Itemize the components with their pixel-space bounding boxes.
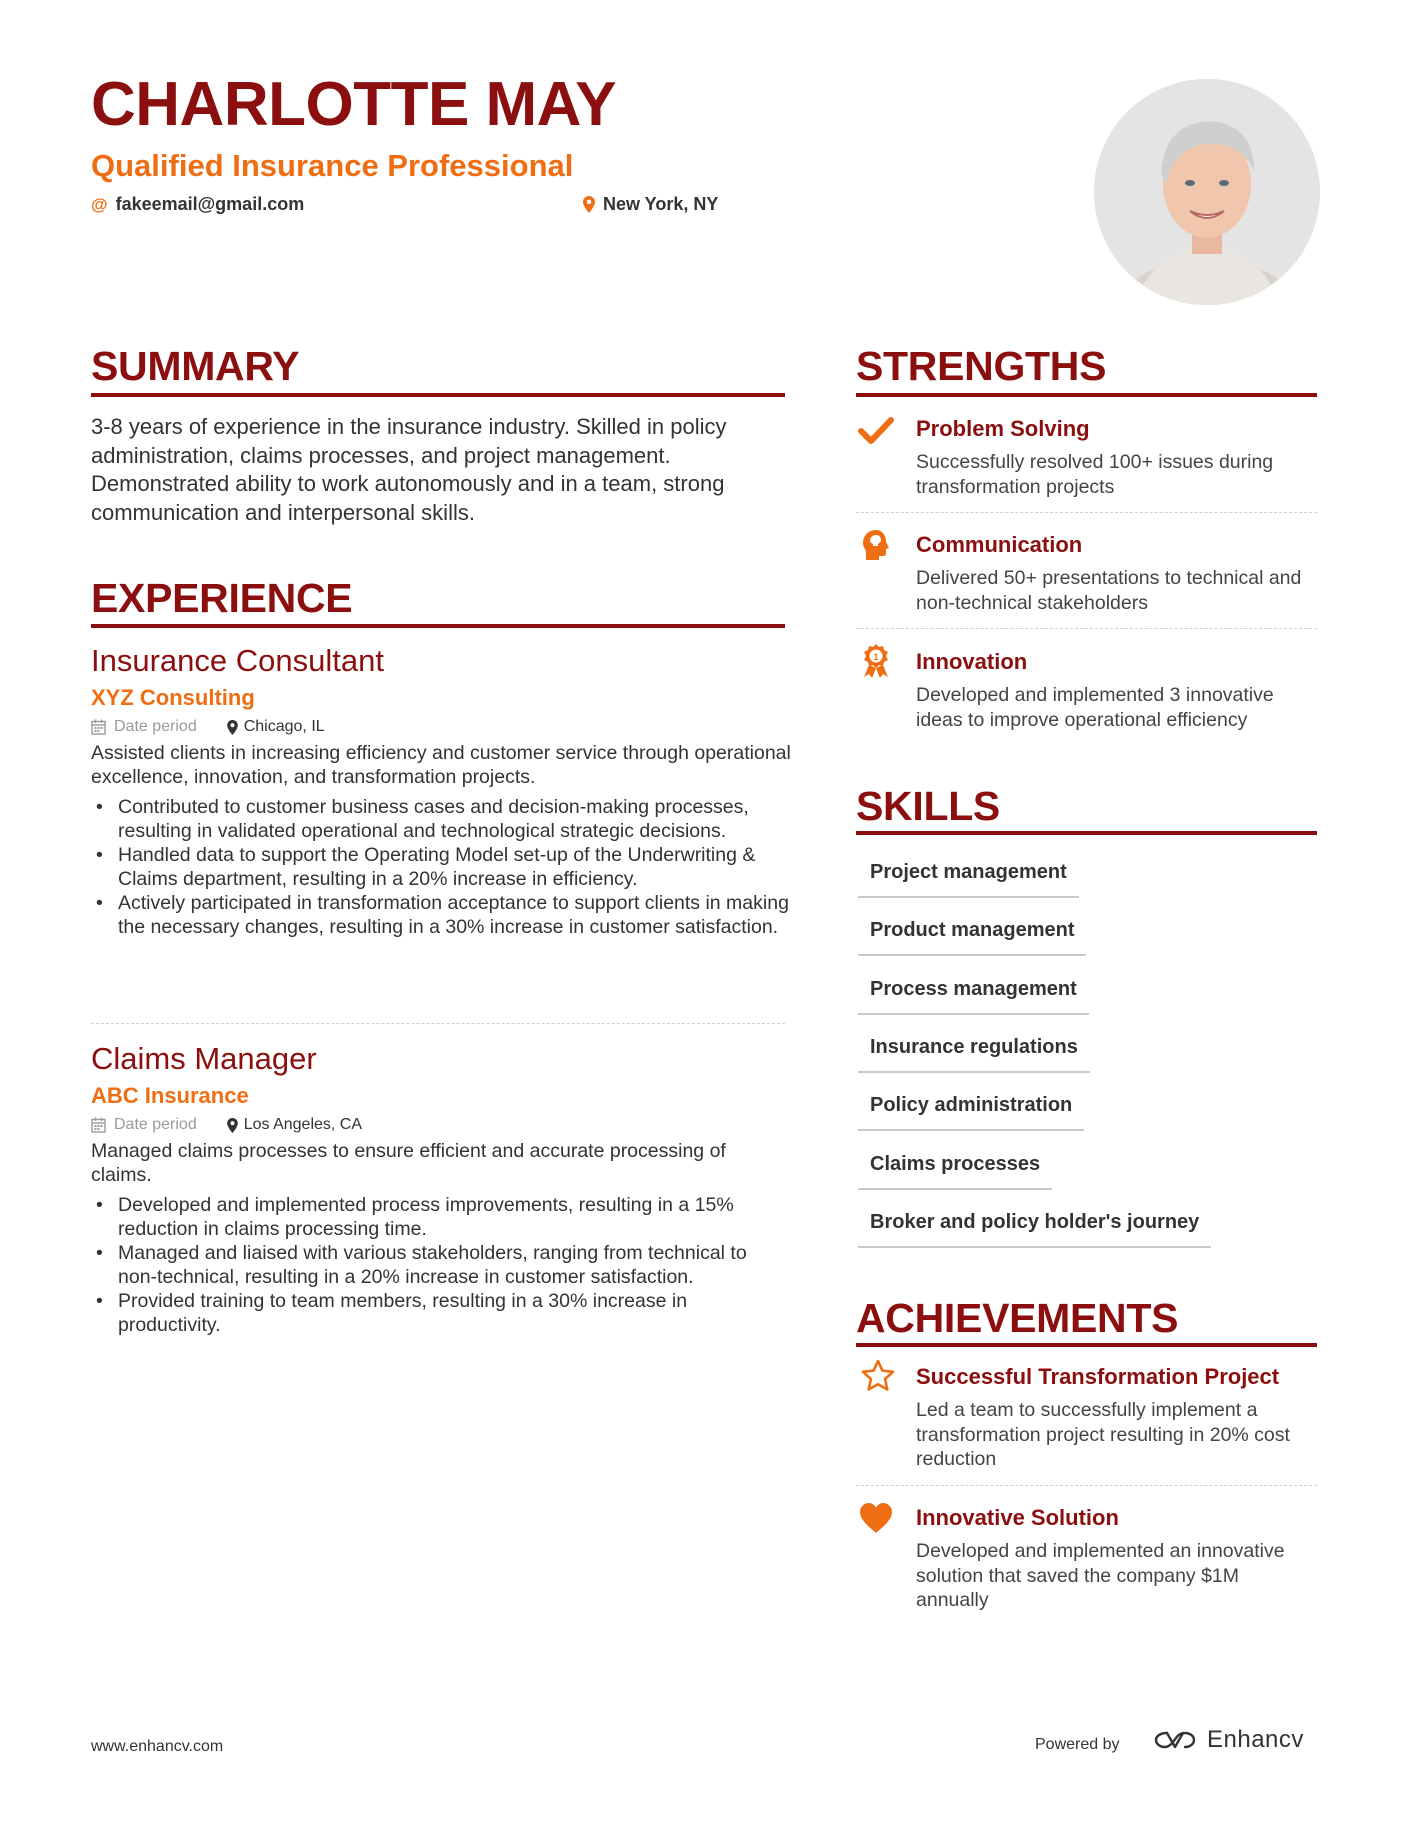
calendar-icon xyxy=(91,1117,106,1133)
job-meta xyxy=(91,1116,362,1134)
job-date: Date period xyxy=(114,718,197,735)
enhancv-logo[interactable] xyxy=(1153,1726,1304,1754)
bullet-item: • Provided training to team members, resulting in a 30% increase in productivity. xyxy=(91,1289,791,1337)
bullet-item: • Developed and implemented process improvements, resulting in a 15% reduction in claims processing time. xyxy=(91,1193,791,1241)
skills-rule xyxy=(856,831,1317,835)
bullet-item: • Actively participated in transformation acceptance to support clients in making the necessary changes, resulting in a 30% increase in customer satisfaction. xyxy=(91,891,791,939)
enhancv-logo-text: Enhancv xyxy=(1207,1726,1304,1753)
achievement-separator xyxy=(856,1485,1317,1486)
achievement-text: Led a team to successfully implement a transformation project resulting in 20% cost reduction xyxy=(916,1399,1290,1470)
contact-email xyxy=(91,194,304,215)
job-description: Managed claims processes to ensure efficient and accurate processing of claims. xyxy=(91,1140,726,1186)
experience-heading: EXPERIENCE xyxy=(91,575,353,621)
job-meta xyxy=(91,718,325,736)
svg-text:1: 1 xyxy=(873,652,879,662)
star-icon xyxy=(860,1358,896,1394)
skill-tag: Product management xyxy=(858,920,1086,956)
heart-icon xyxy=(858,1500,894,1536)
profile-photo xyxy=(1094,79,1320,305)
achievements-heading: ACHIEVEMENTS xyxy=(856,1295,1179,1341)
head-icon xyxy=(858,527,894,563)
strength-text: Developed and implemented 3 innovative ideas to improve operational efficiency xyxy=(916,684,1274,731)
map-pin-icon xyxy=(227,720,238,735)
job-description: Assisted clients in increasing efficiency and customer service through operational excellence, innovation, and transformation projects. xyxy=(91,742,791,788)
candidate-name: CHARLOTTE MAY xyxy=(91,70,617,139)
strength-separator xyxy=(856,512,1317,513)
strengths-heading: STRENGTHS xyxy=(856,343,1107,389)
bullet-item: • Handled data to support the Operating Model set-up of the Underwriting & Claims department, resulting in a 20% increase in efficiency. xyxy=(91,843,791,891)
footer-website[interactable]: www.enhancv.com xyxy=(91,1738,224,1755)
checkmark-icon xyxy=(858,412,894,448)
candidate-role: Qualified Insurance Professional xyxy=(91,148,574,183)
job-title: Claims Manager xyxy=(91,1041,317,1076)
job-bullets xyxy=(91,795,791,939)
experience-rule xyxy=(91,624,785,628)
job-bullets xyxy=(91,1193,791,1337)
bullet-item: • Managed and liaised with various stakeholders, ranging from technical to non-technical, resulting in a 20% increase in customer satisfaction. xyxy=(91,1241,791,1289)
achievements-rule xyxy=(856,1343,1317,1347)
strength-title: Innovation xyxy=(916,649,1028,674)
strengths-rule xyxy=(856,393,1317,397)
strength-text: Delivered 50+ presentations to technical and non-technical stakeholders xyxy=(916,567,1302,614)
achievement-text: Developed and implemented an innovative solution that saved the company $1M annually xyxy=(916,1540,1285,1611)
calendar-icon xyxy=(91,719,106,735)
job-date: Date period xyxy=(114,1116,197,1133)
strength-title: Problem Solving xyxy=(916,416,1090,441)
skill-tag: Claims processes xyxy=(858,1154,1052,1190)
achievement-title: Innovative Solution xyxy=(916,1505,1119,1530)
email-text: fakeemail@gmail.com xyxy=(115,194,305,214)
job-location: Chicago, IL xyxy=(243,718,325,735)
achievement-title: Successful Transformation Project xyxy=(916,1364,1280,1389)
map-pin-icon xyxy=(227,1118,238,1133)
enhancv-logo-icon xyxy=(1153,1729,1197,1751)
strength-separator xyxy=(856,628,1317,629)
job-title: Insurance Consultant xyxy=(91,643,384,678)
footer-powered-by: Powered by xyxy=(1035,1736,1120,1753)
portrait-illustration xyxy=(1094,79,1320,305)
job-location: Los Angeles, CA xyxy=(243,1116,363,1133)
job-company: ABC Insurance xyxy=(91,1083,249,1108)
location-text: New York, NY xyxy=(603,194,719,214)
skill-tag: Insurance regulations xyxy=(858,1037,1090,1073)
map-pin-icon xyxy=(583,196,595,213)
skill-tag: Policy administration xyxy=(858,1095,1084,1131)
job-separator xyxy=(91,1023,785,1024)
skill-tag: Broker and policy holder's journey xyxy=(858,1212,1211,1248)
skills-heading: SKILLS xyxy=(856,783,1000,829)
job-company: XYZ Consulting xyxy=(91,685,255,710)
skill-tag: Process management xyxy=(858,979,1089,1015)
strength-title: Communication xyxy=(916,532,1083,557)
skill-tag: Project management xyxy=(858,862,1079,898)
summary-rule xyxy=(91,393,785,397)
summary-text: 3-8 years of experience in the insurance industry. Skilled in policy administration, claims processes, and project management. Demonstrated ability to work autonomously and in a team, strong communication and interpersonal skills. xyxy=(91,414,727,525)
at-sign-icon: @ xyxy=(91,194,108,214)
contact-location xyxy=(583,194,718,215)
strength-text: Successfully resolved 100+ issues during transformation projects xyxy=(916,451,1274,498)
award-ribbon-icon xyxy=(858,643,894,679)
summary-heading: SUMMARY xyxy=(91,343,300,389)
bullet-item: • Contributed to customer business cases and decision-making processes, resulting in validated operational and technological strategic decisions. xyxy=(91,795,791,843)
